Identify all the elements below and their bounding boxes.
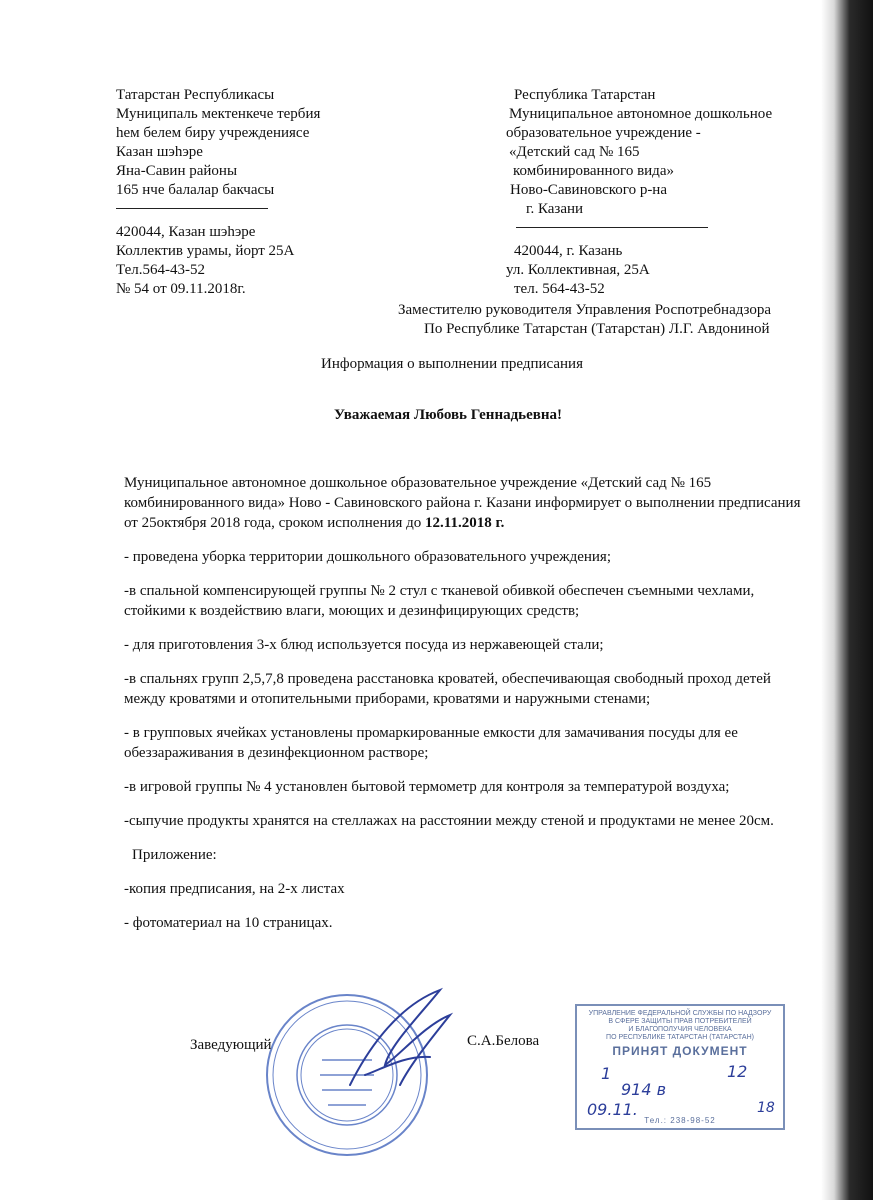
right-header-line: Республика Татарстан xyxy=(514,87,656,103)
outgoing-number: № 54 от 09.11.2018г. xyxy=(116,281,246,297)
addressee-line-2: По Республике Татарстан (Татарстан) Л.Г. Авдониной xyxy=(424,321,770,337)
right-header-line: «Детский сад № 165 xyxy=(509,144,640,160)
list-item: -в спальной компенсирующей группы № 2 стул с тканевой обивкой обеспечен съемными чехлами, стойкими к воздействию влаги, моющих и дезинфицирующих средств; xyxy=(124,583,755,619)
right-header xyxy=(506,86,772,299)
stamp-header xyxy=(577,1010,783,1042)
list-item: -сыпучие продукты хранятся на стеллажах на расстоянии между стеной и продуктами не менее 20см. xyxy=(124,813,774,829)
right-header-line: г. Казани xyxy=(526,201,584,217)
right-header-line: образовательное учреждение - xyxy=(506,125,701,141)
right-address-line: ул. Коллективная, 25А xyxy=(506,262,650,278)
list-item: - проведена уборка территории дошкольного образовательного учреждения; xyxy=(124,549,612,565)
left-header xyxy=(116,86,320,299)
left-header-line: hем белем биру учреждениясе xyxy=(116,125,310,141)
receipt-stamp xyxy=(575,1004,785,1130)
stamp-header-line: В СФЕРЕ ЗАЩИТЫ ПРАВ ПОТРЕБИТЕЛЕЙ xyxy=(608,1018,752,1025)
right-address-line: 420044, г. Казань xyxy=(514,243,623,259)
left-address-line: Коллектив урамы, йорт 25А xyxy=(116,243,295,259)
left-header-line: Татарстан Республикасы xyxy=(116,87,275,103)
signatory-name: С.А.Белова xyxy=(467,1033,540,1049)
deadline-date: 12.11.2018 г. xyxy=(425,515,505,531)
left-address-line: Тел.564-43-52 xyxy=(116,262,205,278)
stamp-hand-month: 12 xyxy=(727,1062,748,1081)
greeting: Уважаемая Любовь Геннадьевна! xyxy=(334,407,563,423)
list-item: - в групповых ячейках установлены промаркированные емкости для замачивания посуды для ее обеззараживания в дезинфекционном растворе; xyxy=(124,725,738,761)
attachment-item: - фотоматериал на 10 страницах. xyxy=(124,915,333,931)
left-header-line: Яна-Савин районы xyxy=(116,163,238,179)
stamp-title: ПРИНЯТ ДОКУМЕНТ xyxy=(612,1044,748,1058)
right-address-line: тел. 564-43-52 xyxy=(514,281,605,297)
attachment-heading: Приложение: xyxy=(132,847,217,863)
list-item: - для приготовления 3-х блюд используется посуда из нержавеющей стали; xyxy=(124,637,604,653)
right-header-line: Муниципальное автономное дошкольное xyxy=(509,106,773,122)
addressee-line-1: Заместителю руководителя Управления Роспотребнадзора xyxy=(398,302,772,318)
handwritten-signature-icon xyxy=(330,985,460,1095)
list-item: -в спальнях групп 2,5,7,8 проведена расстановка кроватей, обеспечивающая свободный проход детей между кроватями и отопительными приборами, кроватями и наружными стенами; xyxy=(124,671,771,707)
right-header-divider xyxy=(516,227,708,228)
stamp-header-line: ПО РЕСПУБЛИКЕ ТАТАРСТАН (ТАТАРСТАН) xyxy=(606,1034,754,1041)
left-header-line: Казан шэhэре xyxy=(116,144,203,160)
letter-body xyxy=(124,473,814,933)
right-header-line: Ново-Савиновского р-на xyxy=(510,182,667,198)
document-subject: Информация о выполнении предписания xyxy=(321,356,583,372)
left-header-line: 165 нче балалар бакчасы xyxy=(116,182,275,198)
intro-paragraph xyxy=(124,473,814,533)
stamp-telephone: Тел.: 238-98-52 xyxy=(644,1116,716,1125)
stamp-hand-date: 09.11. xyxy=(587,1100,638,1119)
stamp-hand-number: 914 в xyxy=(621,1080,667,1099)
stamp-hand-year: 18 xyxy=(757,1100,775,1116)
left-header-line: Муниципаль мектенкече тербия xyxy=(116,106,321,122)
right-header-line: комбинированного вида» xyxy=(513,163,674,179)
signatory-role: Заведующий xyxy=(190,1037,272,1053)
stamp-header-line: УПРАВЛЕНИЕ ФЕДЕРАЛЬНОЙ СЛУЖБЫ ПО НАДЗОРУ xyxy=(588,1010,772,1017)
stamp-hand-day: 1 xyxy=(601,1064,612,1083)
list-item: -в игровой группы № 4 установлен бытовой термометр для контроля за температурой воздуха; xyxy=(124,779,730,795)
left-header-divider xyxy=(116,208,268,209)
intro-text: Муниципальное автономное дошкольное образовательное учреждение «Детский сад № 165 комбинированного вида» Ново - Савиновского района г. Казани информирует о выполнении предписания от 25октября 2018 года, сроком исполнения до xyxy=(124,475,801,531)
left-address-line: 420044, Казан шэhэре xyxy=(116,224,256,240)
scan-shadow-edge xyxy=(821,0,873,1200)
attachment-item: -копия предписания, на 2-х листах xyxy=(124,881,345,897)
stamp-header-line: И БЛАГОПОЛУЧИЯ ЧЕЛОВЕКА xyxy=(628,1026,732,1033)
